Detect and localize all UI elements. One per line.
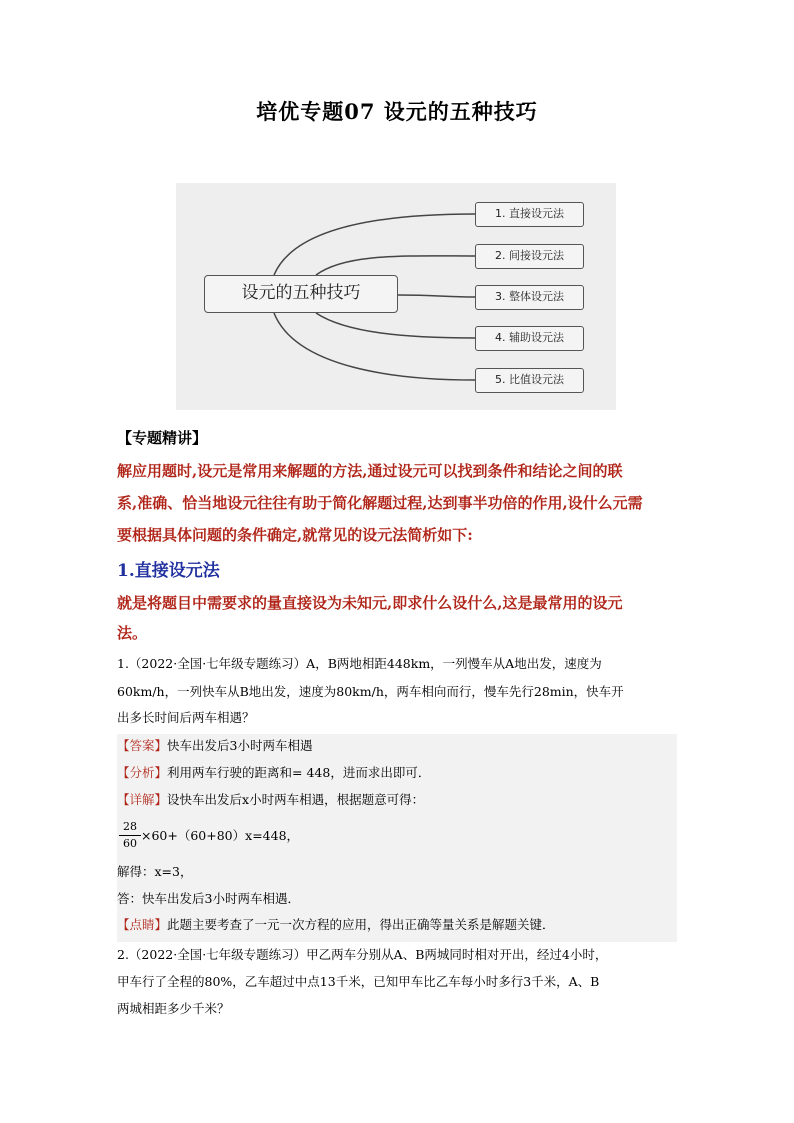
solve-line: 解得：x=3， [117,864,193,879]
fraction-28-60 [119,819,141,852]
analysis-tag: 【分析】 [117,765,168,780]
answer-text: 快车出发后3小时两车相遇 [167,738,313,753]
detail-tag: 【详解】 [117,792,168,807]
fraction-numerator: 28 [123,820,137,833]
question-2-line-3: 两城相距多少千米？ [117,1001,230,1016]
analysis-line [117,763,430,783]
comment-line [117,915,555,935]
mind-map-leaf-4: 4. 辅助设元法 [475,326,584,351]
mind-map-leaf-5: 5. 比值设元法 [475,368,584,393]
section-header: 【专题精讲】 [117,429,208,447]
question-1-line-1: 1.（2022·全国·七年级专题练习）A，B两地相距448km，一列慢车从A地出发，速度为 [117,656,602,671]
reply-line: 答：快车出发后3小时两车相遇． [117,891,300,906]
mind-map-center-node: 设元的五种技巧 [204,275,398,313]
fraction-denominator: 60 [119,835,141,852]
comment-tag: 【点睛】 [117,917,168,932]
intro-line-2: 系,准确、恰当地设元往往有助于简化解题过程,达到事半功倍的作用,设什么元需 [117,494,643,512]
comment-text: 此题主要考查了一元一次方程的应用，得出正确等量关系是解题关键． [167,917,555,932]
answer-tag: 【答案】 [117,738,168,753]
detail-text: 设快车出发后x小时两车相遇，根据题意可得： [167,792,425,807]
mind-map-leaf-2: 2. 间接设元法 [475,244,584,269]
intro-line-1: 解应用题时,设元是常用来解题的方法,通过设元可以找到条件和结论之间的联 [117,462,623,480]
detail-line [117,790,424,810]
mind-map-leaf-1: 1. 直接设元法 [475,202,584,227]
question-1-line-2: 60km/h，一列快车从B地出发，速度为80km/h，两车相向而行，慢车先行28min，快车开 [117,684,624,699]
question-2-line-2: 甲车行了全程的80%，乙车超过中点13千米，已知甲车比乙车每小时多行3千米，A、B [117,974,600,989]
mind-map-leaf-3: 3. 整体设元法 [475,285,584,310]
method-1-desc-line-1: 就是将题目中需要求的量直接设为未知元,即求什么设什么,这是最常用的设元 [117,594,623,612]
question-1-line-3: 出多长时间后两车相遇？ [117,710,255,725]
intro-line-3: 要根据具体问题的条件确定,就常见的设元法简析如下: [117,526,473,544]
equation-line: ×60+（60+80）x=448， [141,828,300,843]
method-1-desc-line-2: 法。 [117,624,148,642]
answer-line [117,736,312,756]
method-1-heading: 1.直接设元法 [117,561,220,581]
analysis-text: 利用两车行驶的距离和= 448，进而求出即可． [167,765,431,780]
page-title: 培优专题07 设元的五种技巧 [256,99,538,124]
mind-map-figure [176,183,616,410]
question-2-line-1: 2.（2022·全国·七年级专题练习）甲乙两车分别从A、B两城同时相对开出，经过4小时， [117,947,608,962]
